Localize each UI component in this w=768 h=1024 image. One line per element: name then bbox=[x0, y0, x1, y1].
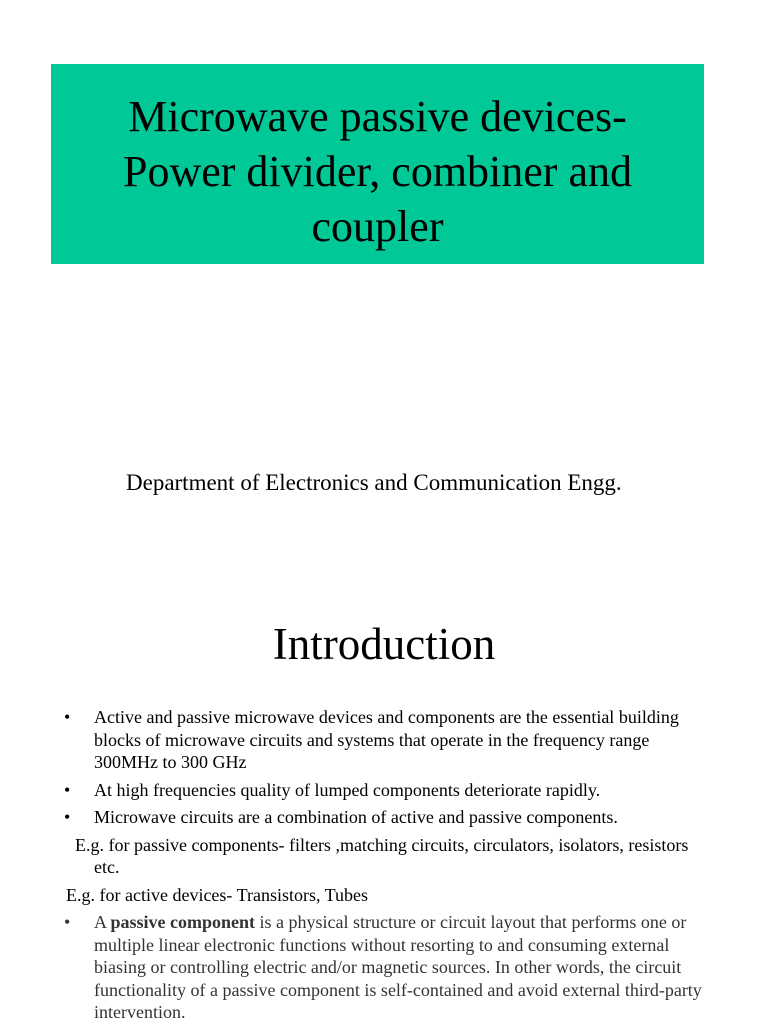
title-line-1: Microwave passive devices- bbox=[128, 92, 627, 141]
bullet-icon: • bbox=[64, 912, 71, 932]
bullet-item bbox=[0, 706, 768, 774]
bullet-text: At high frequencies quality of lumped components deteriorate rapidly. bbox=[94, 779, 601, 800]
example-active bbox=[0, 884, 768, 907]
department-subtitle: Department of Electronics and Communication Engg. bbox=[126, 470, 622, 495]
section-heading-introduction: Introduction bbox=[272, 619, 496, 669]
title-banner bbox=[51, 64, 704, 264]
bullet-text: Microwave circuits are a combination of active and passive components. bbox=[94, 807, 618, 827]
example-passive-text: E.g. for passive components- filters ,matching circuits, circulators, isolators, resistors etc. bbox=[75, 834, 689, 877]
definition-prefix: A bbox=[94, 912, 107, 932]
bullet-icon: • bbox=[64, 807, 71, 827]
bullet-item-definition bbox=[0, 911, 768, 1024]
example-active-text: E.g. for active devices- Transistors, Tubes bbox=[66, 884, 368, 905]
title-line-3: coupler bbox=[311, 202, 444, 251]
bullet-item bbox=[0, 806, 768, 829]
bullet-icon: • bbox=[64, 707, 71, 727]
example-passive bbox=[0, 834, 768, 879]
title-line-2: Power divider, combiner and bbox=[123, 147, 632, 196]
definition-term: passive component bbox=[110, 912, 256, 932]
bullet-icon: • bbox=[64, 779, 71, 800]
bullet-item bbox=[0, 779, 768, 802]
definition-text: is a physical structure or circuit layout that performs one or multiple linear electronic functions without resorting to and consuming external biasing or controlling electric and/or magnetic sources. In other words, the circuit functionality of a passive component is self-contained and avoid external third-party intervention. bbox=[94, 912, 702, 1022]
bullet-text: Active and passive microwave devices and components are the essential building blocks of microwave circuits and systems that operate in the frequency range 300MHz to 300 GHz bbox=[94, 707, 679, 772]
introduction-content bbox=[0, 706, 768, 1024]
